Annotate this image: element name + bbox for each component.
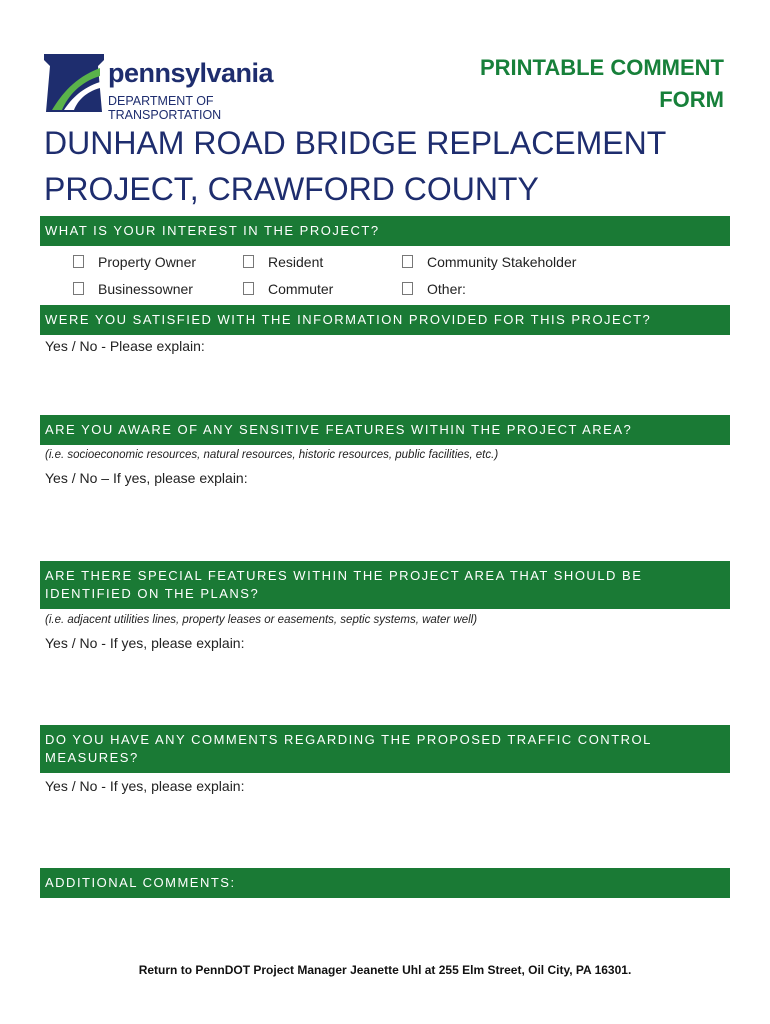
special-heading-line-2: IDENTIFIED ON THE PLANS? — [45, 586, 260, 601]
satisfied-prompt[interactable]: Yes / No - Please explain: — [45, 338, 205, 354]
special-heading-line-1: ARE THERE SPECIAL FEATURES WITHIN THE PROJECT AREA THAT SHOULD BE — [45, 568, 643, 583]
checkbox-icon[interactable] — [73, 282, 84, 295]
section-heading-satisfied: WERE YOU SATISFIED WITH THE INFORMATION PROVIDED FOR THIS PROJECT? — [40, 305, 730, 335]
checkbox-icon[interactable] — [243, 282, 254, 295]
return-instructions: Return to PennDOT Project Manager Jeanette Uhl at 255 Elm Street, Oil City, PA 16301. — [138, 963, 632, 977]
sensitive-note: (i.e. socioeconomic resources, natural resources, historic resources, public facilities, etc.) — [45, 449, 499, 461]
logo-wordmark: pennsylvania — [108, 58, 274, 88]
section-heading-interest: WHAT IS YOUR INTEREST IN THE PROJECT? — [40, 216, 730, 246]
section-heading-sensitive: ARE YOU AWARE OF ANY SENSITIVE FEATURES WITHIN THE PROJECT AREA? — [40, 415, 730, 445]
keystone-logo-icon — [44, 54, 104, 112]
section-heading-special — [40, 561, 730, 609]
checkbox-icon[interactable] — [73, 255, 84, 268]
traffic-heading-line-2: MEASURES? — [45, 750, 139, 765]
penndot-logo — [44, 52, 319, 122]
printable-line-2: FORM — [659, 87, 724, 112]
printable-line-1: PRINTABLE COMMENT — [479, 55, 724, 80]
option-other[interactable]: Other: — [402, 281, 466, 297]
sensitive-prompt[interactable]: Yes / No – If yes, please explain: — [45, 470, 248, 486]
special-prompt[interactable]: Yes / No - If yes, please explain: — [45, 635, 245, 651]
printable-comment-form-label — [424, 52, 724, 116]
checkbox-icon[interactable] — [243, 255, 254, 268]
option-community-stakeholder[interactable]: Community Stakeholder — [402, 254, 576, 270]
section-heading-traffic — [40, 725, 730, 773]
title-line-2: PROJECT, CRAWFORD COUNTY — [44, 171, 539, 207]
traffic-prompt[interactable]: Yes / No - If yes, please explain: — [45, 778, 245, 794]
option-resident[interactable]: Resident — [243, 254, 323, 270]
checkbox-icon[interactable] — [402, 282, 413, 295]
option-commuter[interactable]: Commuter — [243, 281, 333, 297]
special-note: (i.e. adjacent utilities lines, property leases or easements, septic systems, water well) — [45, 614, 478, 626]
traffic-heading-line-1: DO YOU HAVE ANY COMMENTS REGARDING THE PROPOSED TRAFFIC CONTROL — [45, 732, 652, 747]
logo-department: DEPARTMENT OF TRANSPORTATION — [108, 94, 222, 122]
option-property-owner[interactable]: Property Owner — [73, 254, 196, 270]
page-title — [44, 120, 734, 212]
checkbox-icon[interactable] — [402, 255, 413, 268]
section-heading-additional: ADDITIONAL COMMENTS: — [40, 868, 730, 898]
option-businessowner[interactable]: Businessowner — [73, 281, 193, 297]
title-line-1: DUNHAM ROAD BRIDGE REPLACEMENT — [44, 125, 667, 161]
